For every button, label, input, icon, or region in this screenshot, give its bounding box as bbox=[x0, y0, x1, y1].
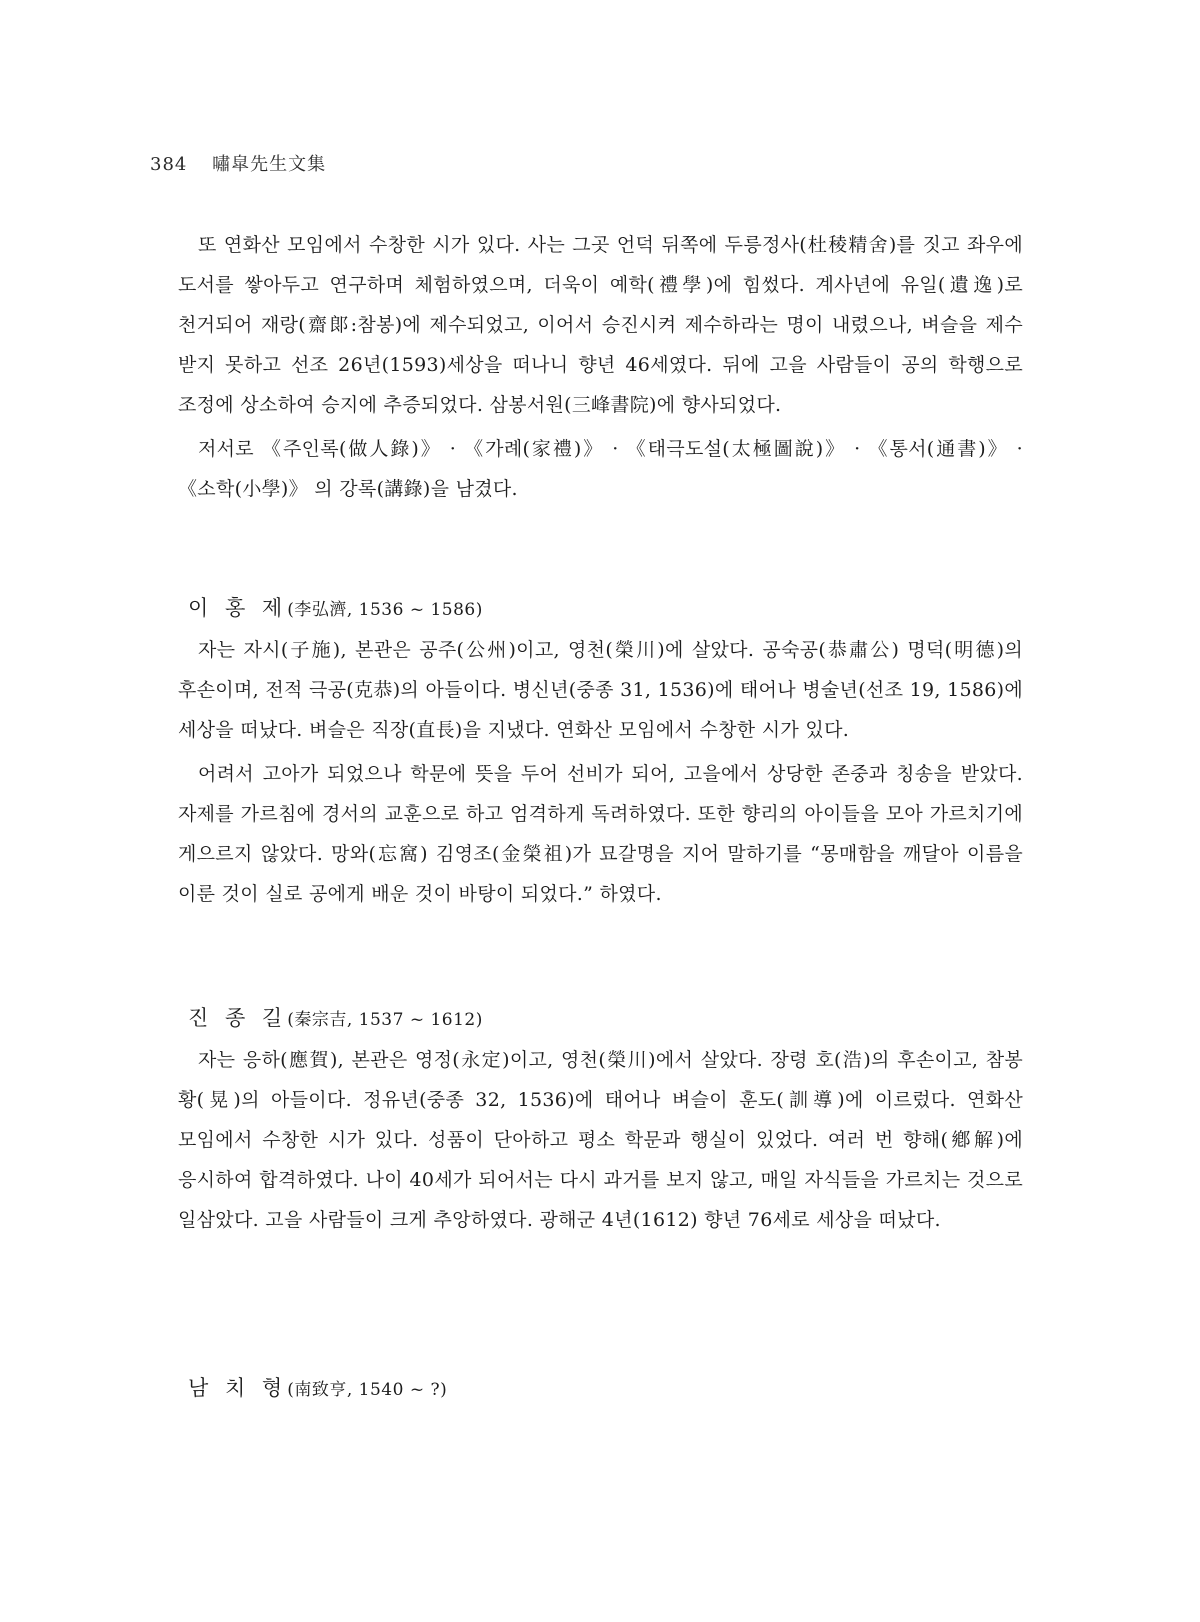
entry-name: 이 홍 제 bbox=[188, 596, 288, 620]
running-header bbox=[150, 150, 326, 176]
paragraph: 또 연화산 모임에서 수창한 시가 있다. 사는 그곳 언덕 뒤쪽에 두릉정사(杜稜精舍)를 짓고 좌우에 도서를 쌓아두고 연구하며 체험하였으며, 더욱이 예학(禮學)에 힘썼다. 계사년에 유일(遺逸)로 천거되어 재랑(齋郞:참봉)에 제수되었고, 이어서 승진시켜 제수하라는 명이 내렸으나, 벼슬을 제수 받지 못하고 선조 26년(1593)세상을 떠나니 향년 46세였다. 뒤에 고을 사람들이 공의 학행으로 조정에 상소하여 승지에 추증되었다. 삼봉서원(三峰書院)에 향사되었다. bbox=[178, 234, 1023, 416]
book-title: 嘯皐先生文集 bbox=[212, 154, 327, 175]
paragraph: 자는 자시(子施), 본관은 공주(公州)이고, 영천(榮川)에 살았다. 공숙공(恭肅公) 명덕(明德)의 후손이며, 전적 극공(克恭)의 아들이다. 병신년(중종 31, 1536)에 태어나 병술년(선조 19, 1586)에 세상을 떠났다. 벼슬은 직장(直長)을 지냈다. 연화산 모임에서 수창한 시가 있다. bbox=[178, 639, 1023, 741]
entry-dates: (南致亨, 1540 ~ ?) bbox=[287, 1380, 448, 1400]
entry-heading bbox=[178, 1368, 1023, 1410]
entry-lee-hongje bbox=[178, 588, 1023, 918]
entry-dates: (秦宗吉, 1537 ~ 1612) bbox=[287, 1010, 483, 1030]
entry-jin-jonggil bbox=[178, 998, 1023, 1244]
paragraph: 자는 응하(應賀), 본관은 영정(永定)이고, 영천(榮川)에서 살았다. 장령 호(浩)의 후손이고, 참봉 황(晃)의 아들이다. 정유년(중종 32, 1536)에 태어나 벼슬이 훈도(訓導)에 이르렀다. 연화산 모임에서 수창한 시가 있다. 성품이 단아하고 평소 학문과 행실이 있었다. 여러 번 향해(鄕解)에 응시하여 합격하였다. 나이 40세가 되어서는 다시 과거를 보지 않고, 매일 자식들을 가르치는 것으로 일삼았다. 고을 사람들이 크게 추앙하였다. 광해군 4년(1612) 향년 76세로 세상을 떠났다. bbox=[178, 1049, 1023, 1231]
paragraph: 어려서 고아가 되었으나 학문에 뜻을 두어 선비가 되어, 고을에서 상당한 존중과 칭송을 받았다. 자제를 가르침에 경서의 교훈으로 하고 엄격하게 독려하였다. 또한 향리의 아이들을 모아 가르치기에 게으르지 않았다. 망와(忘窩) 김영조(金榮祖)가 묘갈명을 지어 말하기를 “몽매함을 깨달아 이름을 이룬 것이 실로 공에게 배운 것이 바탕이 되었다.” 하였다. bbox=[178, 763, 1023, 905]
entry-name: 진 종 길 bbox=[188, 1006, 288, 1030]
section-previous-entry-continuation bbox=[178, 225, 1023, 513]
entry-dates: (李弘濟, 1536 ~ 1586) bbox=[287, 600, 483, 620]
entry-nam-chihyeong bbox=[178, 1368, 1023, 1410]
entry-heading bbox=[178, 998, 1023, 1040]
paragraph: 저서로 《주인록(做人錄)》 · 《가례(家禮)》 · 《태극도설(太極圖說)》 · 《통서(通書)》 · 《소학(小學)》 의 강록(講錄)을 남겼다. bbox=[178, 438, 1023, 500]
page-number: 384 bbox=[150, 154, 188, 175]
entry-name: 남 치 형 bbox=[188, 1376, 288, 1400]
entry-heading bbox=[178, 588, 1023, 630]
